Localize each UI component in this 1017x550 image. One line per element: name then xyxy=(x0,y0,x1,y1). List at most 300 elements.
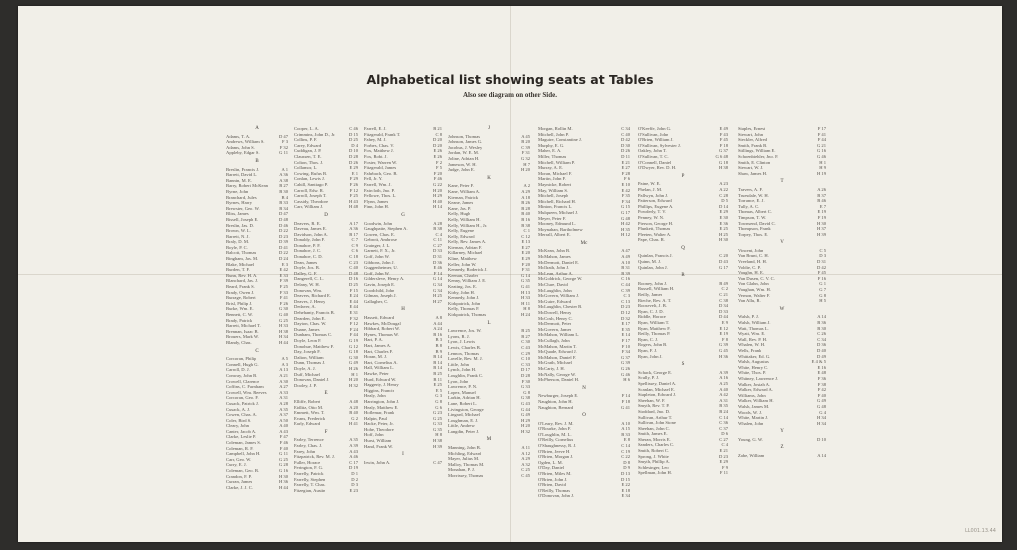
seat-code: F 10 xyxy=(621,343,630,349)
seat-code: F 15 xyxy=(349,287,358,293)
guest-name: Johnson, James G. xyxy=(448,139,483,145)
seat-code: H 39 xyxy=(432,443,442,449)
seat-code: D 25 xyxy=(348,137,358,143)
guest-name: Mayer, Julius M. xyxy=(448,456,480,462)
seat-code: H 24 xyxy=(520,312,530,317)
guest-name: Goff, John W. xyxy=(364,254,390,260)
seat-code: A 2 xyxy=(523,183,530,189)
guest-name: Pleeten, Walter A. xyxy=(638,231,672,237)
seat-code: G 45 xyxy=(718,347,728,353)
guest-name: Ferington, F. G. xyxy=(294,465,324,471)
seat-code: D 2 xyxy=(351,476,358,482)
seat-code: H 32 xyxy=(520,428,530,434)
seat-code: A 32 xyxy=(521,461,530,467)
guest-name: McNally, George W. xyxy=(538,371,576,377)
seat-code: E 13 xyxy=(521,239,530,245)
guest-name: Farrelly, Stephen xyxy=(294,476,326,482)
seat-code: B 20 xyxy=(521,139,530,145)
seat-code: B 40 xyxy=(349,410,358,416)
seat-code: C 14 xyxy=(719,414,728,420)
page-title: Alphabetical list showing seats at Tables xyxy=(366,72,654,87)
seat-code: G 28 xyxy=(278,462,288,468)
seat-code: C 38 xyxy=(719,297,728,303)
guest-name: Brouers, Mark W. xyxy=(226,334,259,340)
guest-name: Paine, W. E. xyxy=(638,181,661,187)
seat-code: F 43 xyxy=(719,131,728,137)
guest-name: Davidson, John A. xyxy=(294,231,328,237)
seat-code: C 12 xyxy=(521,233,530,239)
seat-code: H 20 xyxy=(348,377,358,383)
seat-code: E 25 xyxy=(719,226,728,232)
seat-code: A 35 xyxy=(279,406,288,412)
seat-code: E 35 xyxy=(621,326,630,332)
seat-code: G 39 xyxy=(620,360,630,366)
seat-code: A 40 xyxy=(719,386,728,392)
guest-name: Collins, P. F. xyxy=(294,137,318,143)
guest-name: Riddle, Horace xyxy=(638,314,666,320)
guest-name: Johnson, Thomas xyxy=(448,133,481,139)
section-letter: Mc xyxy=(580,240,588,246)
seat-code: D 23 xyxy=(620,304,630,310)
seat-code: D 47 xyxy=(278,133,288,139)
seat-code: A 39 xyxy=(719,369,728,375)
seat-code: A 46 xyxy=(349,454,358,460)
guest-name: Jameson, W. H. xyxy=(448,161,477,167)
seat-code: E 21 xyxy=(719,448,728,454)
guest-name: Stapleton, Edward J. xyxy=(638,392,677,398)
guest-name: Finn, John H. xyxy=(364,204,390,210)
seat-code: H 44 xyxy=(278,484,288,490)
guest-name: Spellman, John H. xyxy=(638,470,672,476)
seat-code: B 26 xyxy=(521,200,530,206)
seat-code: H 20 xyxy=(432,187,442,193)
guest-name: Corcoran, Philip xyxy=(226,356,257,362)
seat-code: H 20 xyxy=(520,167,530,173)
guest-name: Corcoran, Geo. F. xyxy=(226,395,259,401)
archive-stamp: LL001.13.44 xyxy=(964,528,996,534)
seat-code: D 32 xyxy=(620,315,630,321)
guest-name: Judge, John E. xyxy=(448,167,475,173)
seat-code: H 7 xyxy=(523,161,530,167)
guest-name: Patterson, Edward xyxy=(638,198,672,204)
guest-name: O'Shaughnessy, R. J. xyxy=(538,443,577,449)
guest-name: Deaves, J. Henry xyxy=(294,298,326,304)
guest-name: Sheran, Morris E. xyxy=(638,436,671,442)
guest-name: Burke, Wm. E. xyxy=(226,306,254,312)
seat-code: H 34 xyxy=(278,334,288,340)
seat-code: E 19 xyxy=(719,331,728,337)
guest-name: Donahoe, J. C. xyxy=(294,248,322,254)
guest-name: Appleby, Edgar S. xyxy=(226,150,260,156)
guest-name: Gavin, Joseph E. xyxy=(364,282,396,288)
guest-name: McCosh, Henry C. xyxy=(538,315,573,321)
seat-code: A 31 xyxy=(719,397,728,403)
seat-code: C 33 xyxy=(521,361,530,367)
guest-name: Horan, M. J. xyxy=(364,354,388,360)
seat-code: G 30 xyxy=(348,354,358,360)
guest-name: Manning, John B. xyxy=(448,445,481,451)
seat-code: D 42 xyxy=(816,264,826,270)
guest-name: McIlrath, John J. xyxy=(538,265,570,271)
seat-code: D 5 xyxy=(721,198,728,204)
guest-name: Coler, Bird S. xyxy=(226,417,252,423)
guest-name: Schoenbiehler, Jno. F. xyxy=(738,153,779,159)
guest-name: McGuire, Edward xyxy=(538,298,572,304)
guest-name: Scanlan, Michael E. xyxy=(638,386,675,392)
guest-name: Dayton, Chas. W. xyxy=(294,321,327,327)
seat-code: D 3 xyxy=(351,482,358,488)
seat-code: D 36 xyxy=(816,342,826,348)
seat-code: E 17 xyxy=(621,321,630,327)
seat-code: A 18 xyxy=(521,194,530,200)
guest-name: Dean, James xyxy=(294,259,318,265)
guest-name: Kelly, William H., Jr. xyxy=(448,222,488,228)
seat-code: B 46 xyxy=(817,198,826,204)
seat-code: G 41 xyxy=(520,284,530,290)
guest-name: Stewart, W. J. xyxy=(738,165,764,171)
seat-code: C 20 xyxy=(719,253,728,259)
guest-name: Crandon, F. P. xyxy=(226,473,252,479)
section-letter: W xyxy=(779,306,785,312)
seat-code: E 42 xyxy=(621,187,630,193)
guest-name: Fellowe, Thos. L. xyxy=(364,193,397,199)
seat-code: F 20 xyxy=(521,261,530,267)
guest-name: Travers, A. F. xyxy=(738,186,763,192)
seat-code: C 37 xyxy=(719,425,728,431)
guest-name: Whalen, John xyxy=(738,420,764,426)
guest-name: Elliffe, Robert xyxy=(294,398,321,404)
guest-name: Sanders, Charles C. xyxy=(638,442,675,448)
guest-name: Mooney, Edmund L. xyxy=(538,221,576,227)
seat-code: A 50 xyxy=(279,417,288,423)
guest-name: Barrett, David L. xyxy=(226,172,258,178)
seat-code: G 34 xyxy=(432,287,442,293)
seat-code: B 9 xyxy=(435,348,442,354)
seat-code: C 36 xyxy=(719,420,728,426)
section-letter: L xyxy=(487,320,491,326)
guest-name: Faircloth, Jno. P. xyxy=(364,187,395,193)
seat-code: H 33 xyxy=(520,295,530,301)
seat-code: E 16 xyxy=(817,364,826,370)
seat-code: D 3 xyxy=(819,253,826,259)
guest-name: Farrelly, T. Chas. xyxy=(294,482,326,488)
seat-code: F 12 xyxy=(349,321,358,327)
seat-code: E 49 xyxy=(719,126,728,131)
seat-code: C 39 xyxy=(621,287,630,293)
seat-code: H 38 xyxy=(718,165,728,171)
guest-name: Colton, Thos. J. xyxy=(294,159,324,165)
seat-code: B 27 xyxy=(521,333,530,339)
seat-code: B 17 xyxy=(349,231,358,237)
seat-code: E 18 xyxy=(621,487,630,493)
seat-code: D 24 xyxy=(278,256,288,262)
seat-code: H 44 xyxy=(278,339,288,345)
guest-name: Brown, W. L. xyxy=(226,228,251,234)
guest-name: Beard, Frank S. xyxy=(226,284,255,290)
seat-code: F 14 xyxy=(433,270,442,276)
seat-code: F 26 xyxy=(279,300,288,306)
guest-name: Wall, Rev. P. H. xyxy=(738,336,768,342)
seat-code: E 7 xyxy=(819,203,826,209)
seat-code: F 35 xyxy=(621,193,630,199)
guest-name: Thomas, Albert C. xyxy=(738,209,772,215)
guest-name: Schack, George E. xyxy=(638,369,673,375)
guest-name: Von Glahn, John xyxy=(738,281,769,287)
guest-name: Carroll, Edw. R. xyxy=(294,187,324,193)
seat-code: H 35 xyxy=(620,226,630,232)
guest-name: Blanchard, Jas. J. xyxy=(226,278,259,284)
seat-code: F 3 xyxy=(281,139,288,145)
guest-name: Keane, James xyxy=(448,200,474,206)
seat-code: C 29 xyxy=(521,350,530,356)
seat-code: G 25 xyxy=(278,456,288,462)
guest-name: Merrall, Albert E. xyxy=(538,232,571,238)
guest-name: Fell, Jr. Y. xyxy=(364,176,383,182)
seat-code: G 8 xyxy=(819,292,826,298)
seat-code: C 10 xyxy=(521,356,530,362)
seat-code: H 29 xyxy=(520,417,530,423)
guest-name: Forbes, Chas. V. xyxy=(364,142,395,148)
seat-code: A 20 xyxy=(349,404,358,410)
section-letter: R xyxy=(681,273,685,279)
seat-code: D 13 xyxy=(620,471,630,477)
guest-name: Spellissey, Daniel A. xyxy=(638,380,677,386)
seat-code: C 8 xyxy=(435,131,442,137)
guest-name: Rooney, John J. xyxy=(638,280,668,286)
seat-code: H 34 xyxy=(816,420,826,426)
guest-name: Killarney, Michael xyxy=(448,250,483,256)
guest-name: Barrett, Michael T. xyxy=(226,323,261,329)
guest-name: Watt, Thomas L. xyxy=(738,325,769,331)
seat-code: D 39 xyxy=(278,239,288,245)
seat-code: C 44 xyxy=(621,282,630,288)
guest-name: Kirby, John H. xyxy=(448,289,476,295)
seat-code: C 19 xyxy=(621,448,630,454)
guest-name: Crowell, Wm. Reeves xyxy=(226,389,267,395)
guest-name: McGovern, William J. xyxy=(538,293,580,299)
seat-code: E 19 xyxy=(817,209,826,215)
guest-name: Bingham, Jas. M. xyxy=(226,256,259,262)
guest-name: Reilly, Thomas P. xyxy=(638,331,671,337)
guest-name: Garnett, F. X., Jr. xyxy=(364,248,396,254)
seat-code: F 2 xyxy=(435,159,442,165)
guest-name: Fahrbach, Geo. B. xyxy=(364,170,398,176)
name-column xyxy=(294,123,358,493)
guest-name: McPherson, Daniel H. xyxy=(538,377,580,383)
seat-code: E 48 xyxy=(817,370,826,376)
guest-name: Maher, E. A. xyxy=(538,148,562,154)
guest-name: Wells, Frank xyxy=(738,347,762,353)
guest-name: Brennan, Isaac B. xyxy=(226,328,259,334)
seat-code: A 47 xyxy=(621,248,630,254)
seat-code: G 14 xyxy=(520,272,530,278)
seat-code: E 1 xyxy=(351,170,358,176)
guest-name: Irwin, John A. xyxy=(364,459,391,465)
seat-code: A 14 xyxy=(817,453,826,459)
guest-name: Donaldy, John F. xyxy=(294,237,325,243)
seat-code: D 41 xyxy=(278,244,288,250)
guest-name: Deavers, Richard E. xyxy=(294,293,331,299)
list-item xyxy=(448,429,530,435)
guest-name: Carroll, D. J. xyxy=(226,367,250,373)
guest-name: Ryan, C. J. xyxy=(638,336,659,342)
guest-name: Gallagher, C. xyxy=(364,298,389,304)
guest-name: Vincent, John xyxy=(738,247,764,253)
seat-code: G 37 xyxy=(718,148,728,154)
guest-name: Clarke, J. J. C. xyxy=(226,484,253,490)
seat-code: C 23 xyxy=(349,259,358,265)
guest-name: Vreeland, H. H. xyxy=(738,259,767,265)
seat-code: D 11 xyxy=(621,153,630,159)
seat-code: E 29 xyxy=(719,209,728,215)
seat-code: H 25 xyxy=(432,293,442,299)
seat-code: G 48 xyxy=(620,215,630,221)
guest-name: Fahey, M. J. xyxy=(364,137,387,143)
seat-code: A 28 xyxy=(433,220,442,226)
section-letter: O xyxy=(582,413,586,419)
guest-name: Moran, Michael F. xyxy=(538,170,573,176)
list-item xyxy=(738,298,826,304)
guest-name: Duff, Michael xyxy=(294,371,320,377)
seat-code: F 31 xyxy=(521,150,530,156)
guest-name: Michling, Edward xyxy=(448,450,482,456)
guest-name: Fuller, Horace xyxy=(294,459,321,465)
guest-name: Kiernan, Adrian F. xyxy=(448,244,483,250)
guest-name: Gilman, Joseph J. xyxy=(364,293,397,299)
guest-name: Andrews, William S. xyxy=(226,139,265,145)
guest-name: Stoddard, Jno. D. xyxy=(638,408,671,414)
guest-name: Murphy, E. G. xyxy=(538,142,565,148)
guest-name: Fitzgerald, James xyxy=(364,165,397,171)
guest-name: Vaughn, H. E. xyxy=(738,270,764,276)
seat-code: A 38 xyxy=(279,177,288,183)
seat-code: E 27 xyxy=(621,165,630,171)
seat-code: H 27 xyxy=(432,298,442,304)
guest-name: Larkin, Adrian H. xyxy=(448,395,481,401)
guest-name: Smith, E. Clinton xyxy=(738,159,771,165)
seat-code: G 49 xyxy=(816,398,826,404)
guest-name: Gildersleve, Henry A. xyxy=(364,276,405,282)
guest-name: White, Martin J. xyxy=(738,415,769,421)
seat-code: A 13 xyxy=(279,367,288,373)
seat-code: E 42 xyxy=(279,267,288,273)
guest-name: Pape, Chas. R. xyxy=(638,237,665,243)
guest-name: Lynch, John H. xyxy=(448,367,477,373)
seat-code: F 11 xyxy=(719,470,728,476)
guest-name: Scully, P. J. xyxy=(638,375,660,381)
name-column xyxy=(638,123,728,476)
seat-code: H 48 xyxy=(348,204,358,210)
guest-name: Kelly, Edward xyxy=(448,233,475,239)
list-item xyxy=(638,265,728,271)
guest-name: Van Brunt, C. H. xyxy=(738,253,769,259)
guest-name: White, Thos. P. xyxy=(738,370,767,376)
seat-code: A 29 xyxy=(521,188,530,194)
seat-code: H 42 xyxy=(620,221,630,227)
guest-name: Hacke, Peter, Jr. xyxy=(364,421,394,427)
list-item xyxy=(364,444,442,450)
seat-code: F 32 xyxy=(349,315,358,321)
guest-name: Schlesinger, Leo xyxy=(638,464,669,470)
section-letter: Z xyxy=(780,445,784,451)
seat-code: H 5 xyxy=(819,298,826,304)
guest-name: Coleman, R. F. xyxy=(226,445,254,451)
seat-code: C 1 xyxy=(523,228,530,234)
seat-code: D 22 xyxy=(278,250,288,256)
guest-name: Byrne, John xyxy=(226,188,249,194)
seat-code: B 14 xyxy=(433,365,442,371)
guest-name: Hurd, Edward W. xyxy=(364,376,397,382)
guest-name: Kelly, Thomas F. xyxy=(448,306,480,312)
guest-name: Thompson, Frank xyxy=(738,226,771,232)
seat-code: E 21 xyxy=(621,159,630,165)
guest-name: Minton, Francis L. xyxy=(538,204,573,210)
seat-code: C 21 xyxy=(719,292,728,298)
guest-name: Dalley, G. F. xyxy=(294,270,318,276)
seat-code: E 5 xyxy=(435,387,442,393)
guest-name: Cowen, Chas. A. xyxy=(226,412,258,418)
seat-code: E 8 xyxy=(623,437,630,443)
seat-code: H 40 xyxy=(432,198,442,204)
seat-code: F 34 xyxy=(621,198,630,204)
seat-code: B 27 xyxy=(279,183,288,189)
seat-code: B 38 xyxy=(521,222,530,228)
seat-code: G 7 xyxy=(819,287,826,293)
seat-code: E 33 xyxy=(279,272,288,278)
seat-code: A 39 xyxy=(349,443,358,449)
guest-name: Sheehan, W. F. xyxy=(638,397,666,403)
seat-code: D 31 xyxy=(432,254,442,260)
guest-name: Townsend, David C. xyxy=(738,220,776,226)
seat-code: F 47 xyxy=(279,434,288,440)
seat-code: C 14 xyxy=(621,443,630,449)
guest-name: Martin, John F. xyxy=(538,176,566,182)
seat-code: G 40 xyxy=(278,312,288,317)
guest-name: Moynahan, Bartholmew xyxy=(538,226,583,232)
section-letter: Q xyxy=(681,245,685,251)
seat-code: G 8 xyxy=(435,398,442,404)
seat-code: B 21 xyxy=(433,126,442,131)
guest-name: Hart, James A. xyxy=(364,342,392,348)
section-letter: B xyxy=(255,158,259,164)
seat-code: C 47 xyxy=(433,459,442,465)
guest-name: Haggerty, J. Henry xyxy=(364,382,399,388)
seat-code: E 12 xyxy=(719,325,728,331)
guest-name: Staples, Ernest xyxy=(738,126,766,131)
seat-code: H 20 xyxy=(520,423,530,429)
guest-name: O'Reilly, Thomas xyxy=(538,487,571,493)
guest-name: McGoldrick, George W. xyxy=(538,276,583,282)
seat-code: A 16 xyxy=(719,375,728,381)
list-item xyxy=(294,421,358,427)
guest-name: Coleman, James S. xyxy=(226,440,261,446)
seat-code: G 4 xyxy=(819,409,826,415)
guest-name: Brisl, Philip J. xyxy=(226,300,253,306)
seat-code: E 20 xyxy=(521,250,530,256)
guest-name: Kane, Jas. P. xyxy=(448,205,472,211)
seat-code: F 32 xyxy=(279,144,288,150)
name-column xyxy=(226,123,288,490)
section-letter: A xyxy=(255,126,259,131)
guest-name: Cassidy, Theodore xyxy=(294,198,329,204)
seat-code: B 14 xyxy=(433,359,442,365)
guest-name: Lopez, Manuel xyxy=(448,389,476,395)
seat-code: A 36 xyxy=(349,226,358,232)
seat-code: F 46 xyxy=(279,440,288,446)
guest-name: Daveau, James E. xyxy=(294,226,327,232)
guest-name: Pierson, George H. xyxy=(638,220,674,226)
seat-code: G 17 xyxy=(718,264,728,270)
